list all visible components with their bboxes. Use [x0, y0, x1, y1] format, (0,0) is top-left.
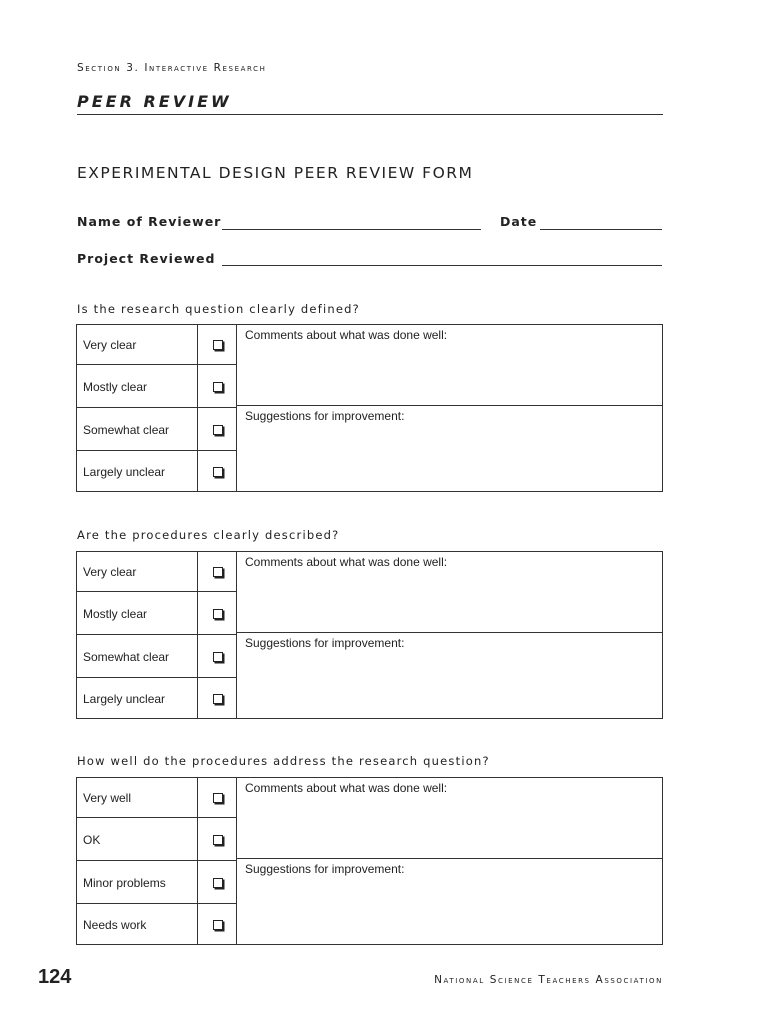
checkbox-cell	[197, 408, 237, 451]
project-reviewed-label: Project Reviewed	[77, 251, 216, 266]
rating-label: OK	[83, 832, 101, 847]
checkbox-cell	[197, 678, 237, 719]
footer-organization: National Science Teachers Association	[434, 974, 663, 986]
comments-label: Comments about what was done well:	[245, 555, 448, 569]
question-1-text: Is the research question clearly defined?	[77, 302, 360, 316]
checkbox-cell	[197, 451, 237, 492]
suggestions-area[interactable]	[237, 633, 662, 718]
rating-label: Minor problems	[83, 875, 166, 890]
suggestions-label: Suggestions for improvement:	[245, 862, 405, 876]
section-header: Section 3. Interactive Research	[77, 62, 267, 74]
comments-area[interactable]	[237, 325, 662, 406]
question-3-text: How well do the procedures address the research question?	[77, 754, 490, 768]
rating-row	[77, 634, 237, 678]
rating-label: Very well	[83, 790, 132, 805]
checkbox-cell	[197, 365, 237, 408]
rating-column	[77, 325, 237, 491]
rating-label: Largely unclear	[83, 464, 166, 479]
rating-row	[77, 552, 237, 591]
question-2-table	[76, 551, 663, 719]
question-1-table	[76, 324, 663, 492]
rating-row	[77, 591, 237, 635]
comments-area[interactable]	[237, 778, 662, 859]
checkbox[interactable]	[213, 793, 223, 803]
rating-row	[77, 325, 237, 364]
comments-area[interactable]	[237, 552, 662, 633]
rating-label: Needs work	[83, 917, 147, 932]
suggestions-label: Suggestions for improvement:	[245, 636, 405, 650]
checkbox[interactable]	[213, 652, 223, 662]
rating-column	[77, 778, 237, 944]
checkbox-cell	[197, 635, 237, 678]
checkbox-cell	[197, 592, 237, 635]
rating-label: Mostly clear	[83, 606, 148, 621]
suggestions-area[interactable]	[237, 859, 662, 944]
project-reviewed-field[interactable]	[222, 265, 662, 266]
checkbox[interactable]	[213, 467, 223, 477]
rating-label: Largely unclear	[83, 691, 166, 706]
comments-label: Comments about what was done well:	[245, 328, 448, 342]
question-2-text: Are the procedures clearly described?	[77, 528, 340, 542]
form-title: EXPERIMENTAL DESIGN PEER REVIEW FORM	[77, 164, 474, 182]
rating-label: Mostly clear	[83, 379, 148, 394]
checkbox-cell	[197, 904, 237, 945]
question-3-table	[76, 777, 663, 945]
checkbox-cell	[197, 861, 237, 904]
rating-row	[77, 450, 237, 492]
suggestions-label: Suggestions for improvement:	[245, 409, 405, 423]
date-field[interactable]	[540, 229, 662, 230]
checkbox[interactable]	[213, 382, 223, 392]
rating-label: Somewhat clear	[83, 649, 170, 664]
reviewer-name-field[interactable]	[222, 229, 481, 230]
checkbox[interactable]	[213, 609, 223, 619]
checkbox[interactable]	[213, 835, 223, 845]
rating-label: Very clear	[83, 564, 137, 579]
rating-row	[77, 860, 237, 904]
checkbox[interactable]	[213, 567, 223, 577]
rating-row	[77, 903, 237, 945]
checkbox[interactable]	[213, 920, 223, 930]
comments-label: Comments about what was done well:	[245, 781, 448, 795]
rating-row	[77, 778, 237, 817]
checkbox[interactable]	[213, 694, 223, 704]
page-title: PEER REVIEW	[77, 92, 663, 115]
page-number: 124	[38, 966, 72, 988]
checkbox-cell	[197, 552, 237, 591]
checkbox-cell	[197, 325, 237, 364]
date-label: Date	[500, 214, 538, 229]
checkbox[interactable]	[213, 340, 223, 350]
rating-row	[77, 407, 237, 451]
suggestions-area[interactable]	[237, 406, 662, 491]
checkbox[interactable]	[213, 878, 223, 888]
rating-label: Very clear	[83, 337, 137, 352]
checkbox-cell	[197, 818, 237, 861]
reviewer-name-label: Name of Reviewer	[77, 214, 222, 229]
checkbox[interactable]	[213, 425, 223, 435]
rating-row	[77, 364, 237, 408]
checkbox-cell	[197, 778, 237, 817]
rating-row	[77, 817, 237, 861]
rating-row	[77, 677, 237, 719]
rating-column	[77, 552, 237, 718]
rating-label: Somewhat clear	[83, 422, 170, 437]
